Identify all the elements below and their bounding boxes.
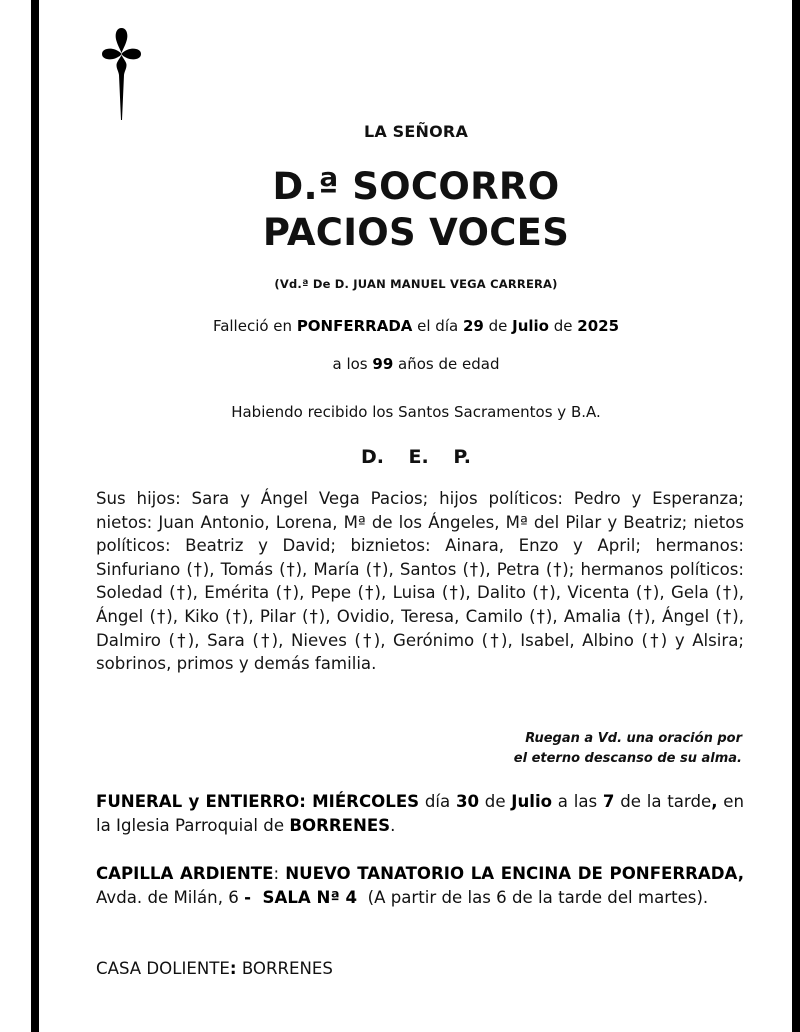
- name-line-1: D.ª SOCORRO: [272, 165, 560, 208]
- age-statement: [40, 355, 792, 373]
- mourning-house: [96, 959, 333, 978]
- church-place: BORRENES: [289, 816, 391, 835]
- mourning-house-place: BORRENES: [236, 959, 333, 978]
- right-border: [792, 0, 800, 1032]
- cross-icon: [99, 25, 144, 122]
- age-years: 99: [372, 355, 394, 373]
- deceased-name: [40, 164, 792, 256]
- death-month: Julio: [512, 317, 549, 335]
- dash: -: [244, 888, 251, 907]
- text: de: [549, 317, 578, 335]
- mourning-house-label: CASA DOLIENTE: [96, 959, 230, 978]
- chapel-note: (A partir de las 6 de la tarde del martes).: [357, 888, 709, 907]
- death-year: 2025: [577, 317, 620, 335]
- chapel-address: Avda. de Milán, 6: [96, 888, 245, 907]
- chapel-info: [96, 862, 744, 910]
- text: de: [483, 317, 513, 335]
- sacraments-statement: Habiendo recibido los Santos Sacramentos y B.A.: [231, 403, 601, 421]
- dep-abbreviation: D. E. P.: [360, 446, 472, 468]
- chapel-room: SALA Nª 4: [250, 888, 358, 907]
- funeral-month: Julio: [511, 792, 553, 811]
- text: día: [419, 792, 456, 811]
- death-statement: [40, 317, 792, 335]
- title-prefix: LA SEÑORA: [363, 122, 469, 141]
- funeral-label: FUNERAL y ENTIERRO: MIÉRCOLES: [96, 792, 420, 811]
- funeral-hour: 7: [602, 792, 615, 811]
- comma: ,: [711, 792, 718, 811]
- text: a los: [332, 355, 373, 373]
- text: de la tarde: [614, 792, 712, 811]
- text: en la Iglesia Parroquial de: [96, 792, 744, 835]
- funeral-info: [96, 790, 744, 838]
- text: de: [479, 792, 512, 811]
- left-border: [31, 0, 39, 1032]
- funeral-day: 30: [455, 792, 480, 811]
- text: el día: [412, 317, 463, 335]
- text: años de edad: [393, 355, 500, 373]
- death-place: PONFERRADA: [296, 317, 413, 335]
- chapel-label: CAPILLA ARDIENTE: [96, 864, 274, 883]
- prayer-line-1: Ruegan a Vd. una oración por: [525, 731, 742, 746]
- prayer-line-2: el eterno descanso de su alma.: [513, 751, 742, 766]
- text: :: [273, 864, 286, 883]
- family-list: Sus hijos: Sara y Ángel Vega Pacios; hijos políticos: Pedro y Esperanza; nietos: Juan Antonio, Lorena, Mª de los Ángeles, Mª del Pilar y Beatriz; nietos políticos: Beatriz y David; biznietos: Ainara, Enzo y April; hermanos: Sinfuriano (†), Tomás (†), María (†), Santos (†), Petra (†); hermanos políticos: Soledad (†), Emérita (†), Pepe (†), Luisa (†), Dalito (†), Vicenta (†), Gela (†), Ángel (†), Kiko (†), Pilar (†), Ovidio, Teresa, Camilo (†), Amalia (†), Ángel (†), Dalmiro (†), Sara (†), Nieves (†), Gerónimo (†), Isabel, Albino (†) y Alsira; sobrinos, primos y demás familia.: [96, 489, 744, 674]
- death-day: 29: [462, 317, 484, 335]
- text: .: [390, 816, 396, 835]
- text: a las: [552, 792, 603, 811]
- widow-of: (Vd.ª De D. JUAN MANUEL VEGA CARRERA): [274, 277, 558, 291]
- colon: :: [229, 959, 237, 978]
- chapel-venue: NUEVO TANATORIO LA ENCINA DE PONFERRADA,: [285, 864, 744, 883]
- prayer-request: [440, 729, 742, 769]
- text: Falleció en: [212, 317, 297, 335]
- name-line-2: PACIOS VOCES: [262, 211, 570, 254]
